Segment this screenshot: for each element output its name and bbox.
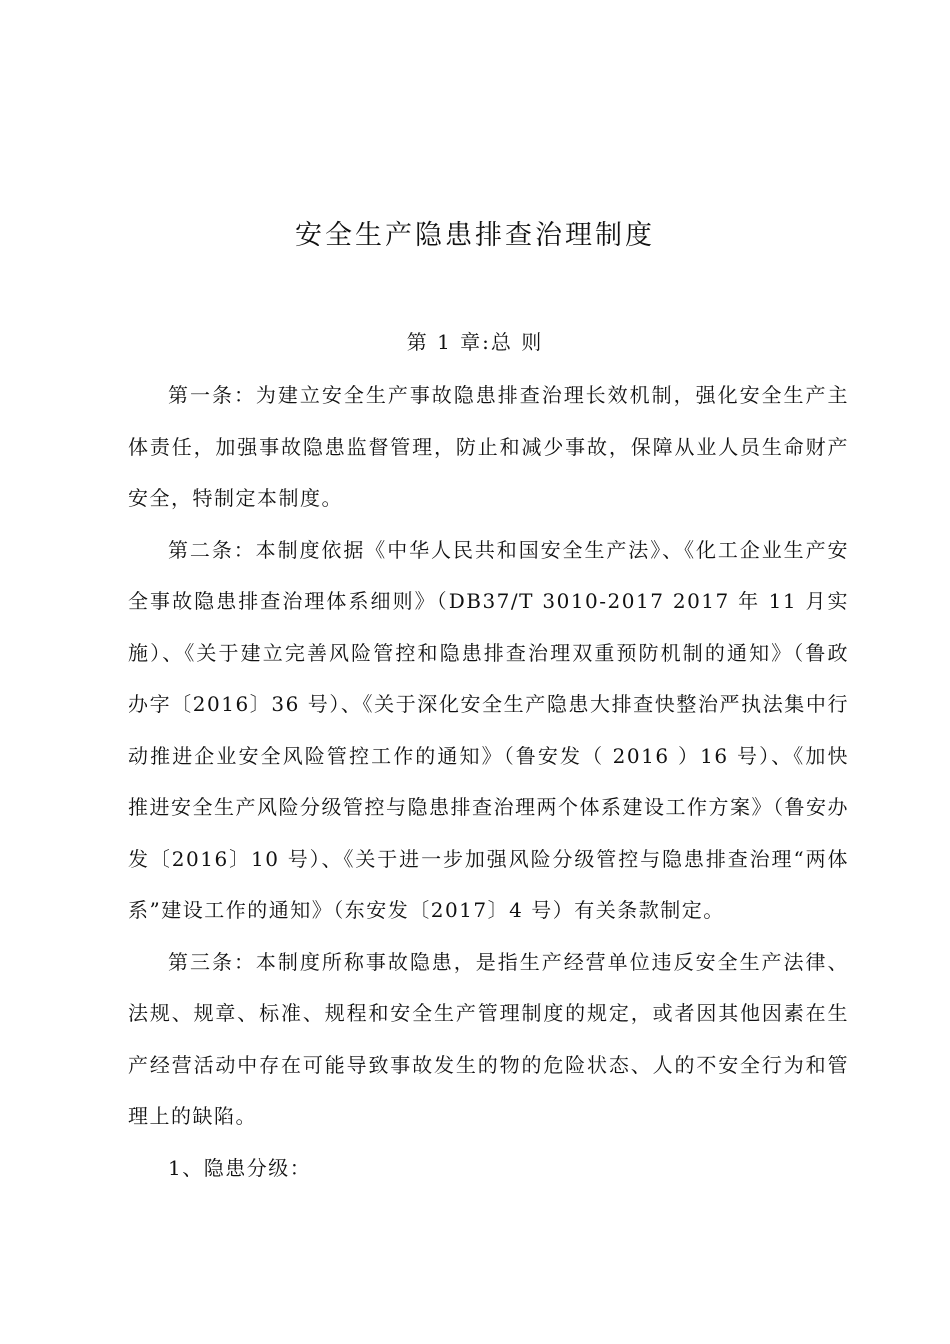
document-title: 安全生产隐患排查治理制度: [295, 220, 655, 251]
hazard-classification-heading: 1、隐患分级：: [168, 1155, 312, 1180]
article-3-paragraph: 第三条：本制度所称事故隐患，是指生产经营单位违反安全生产法律、法规、规章、标准、规程和安全生产管理制度的规定，或者因其他因素在生产经营活动中存在可能导致事故发生的物的危险状态、人的不安全行为和管理上的缺陷。: [128, 949, 849, 1128]
document-body: [128, 370, 849, 1194]
article-2-paragraph: 第二条：本制度依据《中华人民共和国安全生产法》、《化工企业生产安全事故隐患排查治理体系细则》（DB37/T 3010-2017 2017 年 11 月实施）、《关于建立完善风险管控和隐患排查治理双重预防机制的通知》（鲁政办字〔2016〕36 号）、《关于深化安全生产隐患大排查快整治严执法集中行动推进企业安全风险管控工作的通知》（鲁安发（ 2016 ）16 号）、《加快推进安全生产风险分级管控与隐患排查治理两个体系建设工作方案》（鲁安办发〔2016〕10 号）、《关于进一步加强风险分级管控与隐患排查治理“两体系”建设工作的通知》（东安发〔2017〕4 号）有关条款制定。: [128, 537, 849, 922]
article-1-paragraph: 第一条：为建立安全生产事故隐患排查治理长效机制，强化安全生产主体责任，加强事故隐患监督管理，防止和减少事故，保障从业人员生命财产安全，特制定本制度。: [128, 383, 849, 510]
chapter-heading: 第 1 章:总 则: [406, 330, 544, 354]
